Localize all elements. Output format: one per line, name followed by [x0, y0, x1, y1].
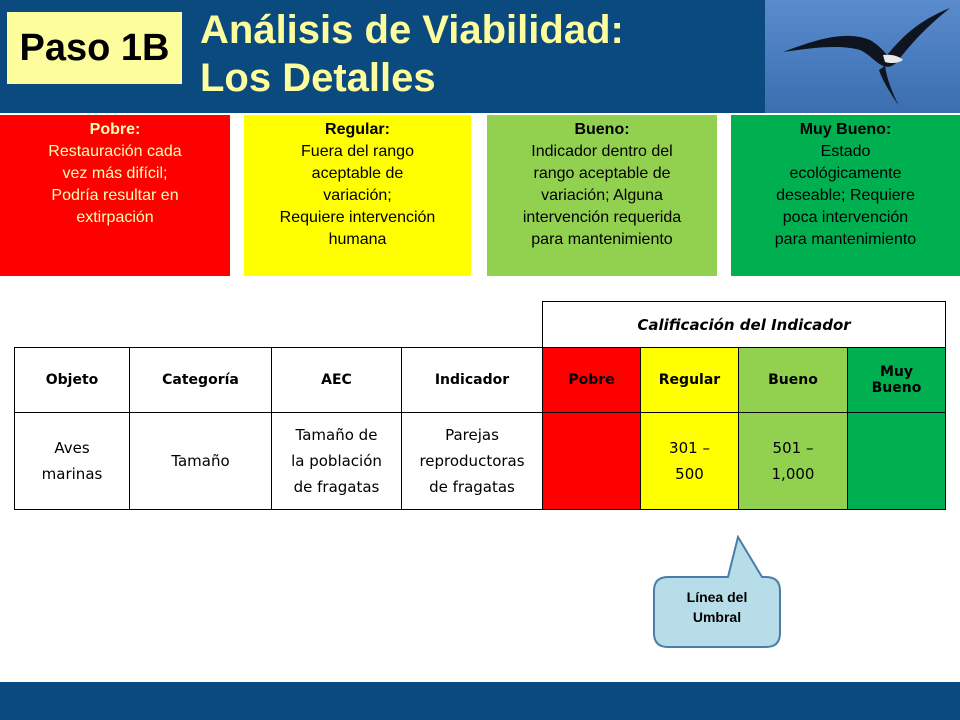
rating-card-bueno	[487, 115, 717, 276]
step-badge: Paso 1B	[7, 12, 182, 84]
cell-text: Aves	[54, 439, 90, 457]
col-header-categoria: Categoría	[130, 348, 272, 413]
col-header-muy-bueno-line1: Muy	[879, 364, 914, 380]
rating-text: Restauración cada	[48, 143, 182, 160]
footer-bar	[0, 682, 960, 720]
rating-text: deseable; Requiere	[776, 187, 915, 204]
col-header-indicador: Indicador	[402, 348, 543, 413]
col-header-objeto: Objeto	[15, 348, 130, 413]
col-header-bueno: Bueno	[739, 348, 848, 413]
title-line-1: Análisis de Viabilidad:	[200, 8, 624, 52]
rating-text: Indicador dentro del	[531, 143, 673, 160]
rating-label-regular: Regular:	[325, 121, 390, 138]
indicator-rating-header: Calificación del Indicador	[543, 302, 946, 348]
callout-text-line1: Línea del	[686, 589, 748, 605]
cell-text: reproductoras	[419, 452, 525, 470]
rating-text: rango aceptable de	[533, 165, 671, 182]
col-header-regular: Regular	[641, 348, 739, 413]
threshold-callout	[652, 535, 782, 655]
frigatebird-photo	[765, 0, 960, 113]
callout-text-line2: Umbral	[692, 609, 742, 625]
cell-pobre	[543, 413, 641, 510]
cell-text: Tamaño de	[295, 426, 378, 444]
col-header-muy-bueno	[848, 348, 946, 413]
rating-text: Requiere intervención	[279, 209, 436, 226]
col-header-aec: AEC	[272, 348, 402, 413]
callout-label	[652, 587, 782, 627]
rating-text: intervención requerida	[522, 209, 682, 226]
cell-categoria: Tamaño	[130, 413, 272, 510]
table-header-row	[15, 348, 946, 413]
table-empty-cell	[15, 302, 543, 348]
rating-text: variación;	[323, 187, 392, 204]
rating-card-muy-bueno	[731, 115, 960, 276]
rating-card-regular	[244, 115, 471, 276]
title-line-2: Los Detalles	[200, 56, 436, 100]
cell-muy-bueno	[848, 413, 946, 510]
table-group-header-row	[15, 302, 946, 348]
cell-bueno	[739, 413, 848, 510]
rating-text: aceptable de	[311, 165, 404, 182]
cell-text: marinas	[41, 465, 103, 483]
cell-text: de fragatas	[293, 478, 380, 496]
table-row	[15, 413, 946, 510]
frigatebird-icon	[765, 0, 960, 113]
rating-text: poca intervención	[782, 209, 909, 226]
rating-text: para mantenimiento	[531, 231, 673, 248]
rating-text: variación; Alguna	[541, 187, 663, 204]
cell-text: 1,000	[771, 465, 815, 483]
cell-text: 301 –	[669, 439, 710, 457]
cell-text: Parejas	[445, 426, 499, 444]
cell-aec	[272, 413, 402, 510]
rating-text: para mantenimiento	[774, 231, 917, 248]
rating-text: ecológicamente	[789, 165, 902, 182]
rating-text: Fuera del rango	[301, 143, 414, 160]
rating-text: vez más difícil;	[62, 165, 168, 182]
cell-indicador	[402, 413, 543, 510]
cell-text: la población	[291, 452, 382, 470]
indicator-table	[14, 301, 946, 510]
rating-text: Estado	[820, 143, 871, 160]
cell-objeto	[15, 413, 130, 510]
cell-text: 500	[675, 465, 704, 483]
rating-text: humana	[328, 231, 387, 248]
rating-card-pobre	[0, 115, 230, 276]
rating-label-muy-bueno: Muy Bueno:	[799, 121, 892, 138]
page-title	[200, 6, 624, 102]
col-header-pobre: Pobre	[543, 348, 641, 413]
rating-text: Podría resultar en	[51, 187, 179, 204]
rating-text: extirpación	[76, 209, 154, 226]
cell-text: 501 –	[772, 439, 814, 457]
rating-label-bueno: Bueno:	[574, 121, 630, 138]
cell-text: de fragatas	[429, 478, 515, 496]
header-bar	[0, 0, 960, 113]
rating-label-pobre: Pobre:	[89, 121, 141, 138]
cell-regular	[641, 413, 739, 510]
col-header-muy-bueno-line2: Bueno	[871, 380, 922, 396]
